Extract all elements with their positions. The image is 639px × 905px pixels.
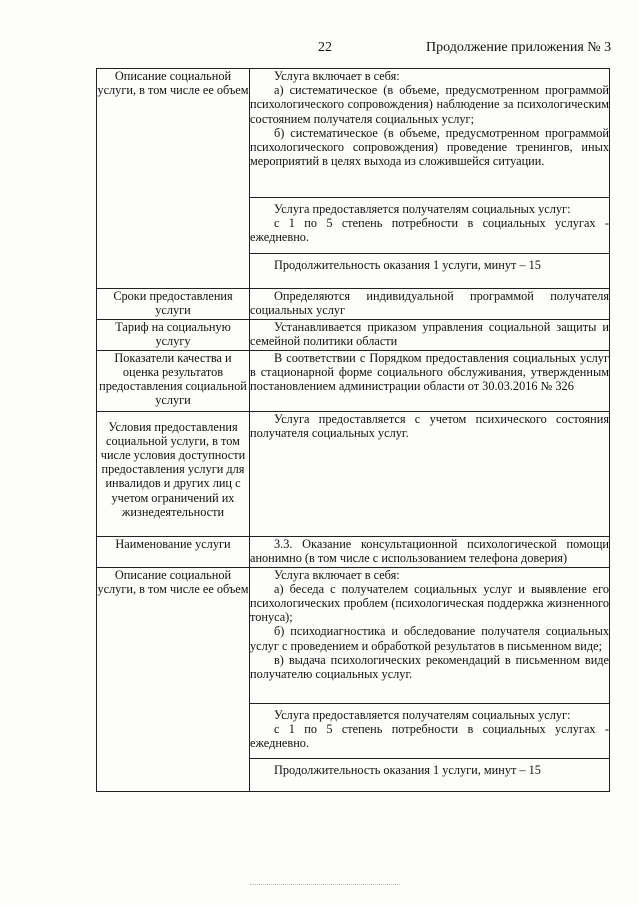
description-includes-cell: [250, 69, 610, 198]
row-label-terms: Сроки предоставления услуги: [97, 288, 250, 319]
service-name-text: 3.3. Оказание консультационной психологической помощи анонимно (в том числе с использованием телефона доверия): [250, 536, 609, 565]
table-row: [97, 536, 610, 567]
terms-text: Определяются индивидуальной программой получателя социальных услуг: [250, 288, 609, 317]
tariff-text: Устанавливается приказом управления социальной защиты и семейной политики области: [250, 319, 609, 348]
quality-text: В соответствии с Порядком предоставления социальных услуг в стационарной форме социального обслуживания, утвержденным постановлением администрации области от 30.03.2016 № 326: [250, 350, 609, 394]
table-row: [97, 350, 610, 411]
provided-text-2: Услуга предоставляется получателям социальных услуг:: [274, 707, 571, 722]
provided-cell-2: [250, 703, 610, 759]
item-b: б) систематическое (в объеме, предусмотренном программой психологического сопровождения) проведение тренингов, иных мероприятий в целях выхода из сложившейся ситуации.: [250, 125, 609, 169]
row-value-terms: [250, 288, 610, 319]
table-row: [97, 567, 610, 703]
includes-text-2: Услуга включает в себя:: [274, 567, 400, 582]
duration-cell-2: [250, 759, 610, 792]
item-a-2: а) беседа с получателем социальных услуг и выявление его психологических проблем (психологическая поддержка жизненного тонуса);: [250, 581, 609, 625]
degree-text-2: с 1 по 5 степень потребности в социальных услугах - ежедневно.: [250, 721, 609, 751]
row-label-description-2: Описание социальной услуги, в том числе ее объем: [97, 567, 250, 792]
provided-text: Услуга предоставляется получателям социальных услуг:: [274, 202, 571, 216]
conditions-text: Услуга предоставляется с учетом психического состояния получателя социальных услуг.: [250, 411, 609, 440]
row-label-name: Наименование услуги: [97, 536, 250, 567]
table-row: [97, 69, 610, 198]
row-value-conditions: [250, 411, 610, 536]
provided-cell: [250, 198, 610, 254]
row-value-quality: [250, 350, 610, 411]
row-label-description: Описание социальной услуги, в том числе ее объем: [97, 69, 250, 289]
continuation-header: Продолжение приложения № 3: [426, 40, 612, 55]
duration-text: Продолжительность оказания 1 услуги, минут – 15: [274, 257, 541, 272]
item-c-2: в) выдача психологических рекомендаций в письменном виде получателю социальных услуг.: [250, 652, 609, 682]
duration-cell: [250, 253, 610, 288]
item-a: а) систематическое (в объеме, предусмотренном программой психологического сопровождения) наблюдение за психологическим состоянием получателя социальных услуг;: [250, 83, 609, 126]
row-value-name: [250, 536, 610, 567]
table-row: [97, 411, 610, 536]
duration-text-2: Продолжительность оказания 1 услуги, минут – 15: [274, 763, 541, 778]
page-number: 22: [318, 40, 332, 55]
row-label-quality: Показатели качества и оценка результатов предоставления социальной услуги: [97, 350, 250, 411]
description-2-includes-cell: [250, 567, 610, 703]
item-b-2: б) психодиагностика и обследование получателя социальных услуг с проведением и обработкой результатов в письменном виде;: [250, 624, 609, 653]
row-label-conditions: Условия предоставления социальной услуги, в том числе условия доступности предоставления услуги для инвалидов и других лиц с учетом ограничений их жизнедеятельности: [97, 411, 250, 536]
services-table: [96, 68, 610, 792]
table-row: [97, 319, 610, 350]
includes-text: Услуга включает в себя:: [274, 69, 400, 83]
row-label-tariff: Тариф на социальную услугу: [97, 319, 250, 350]
scan-artifact: [250, 884, 400, 888]
degree-text: с 1 по 5 степень потребности в социальных услугах - ежедневно.: [250, 216, 609, 245]
table-row: [97, 288, 610, 319]
row-value-tariff: [250, 319, 610, 350]
